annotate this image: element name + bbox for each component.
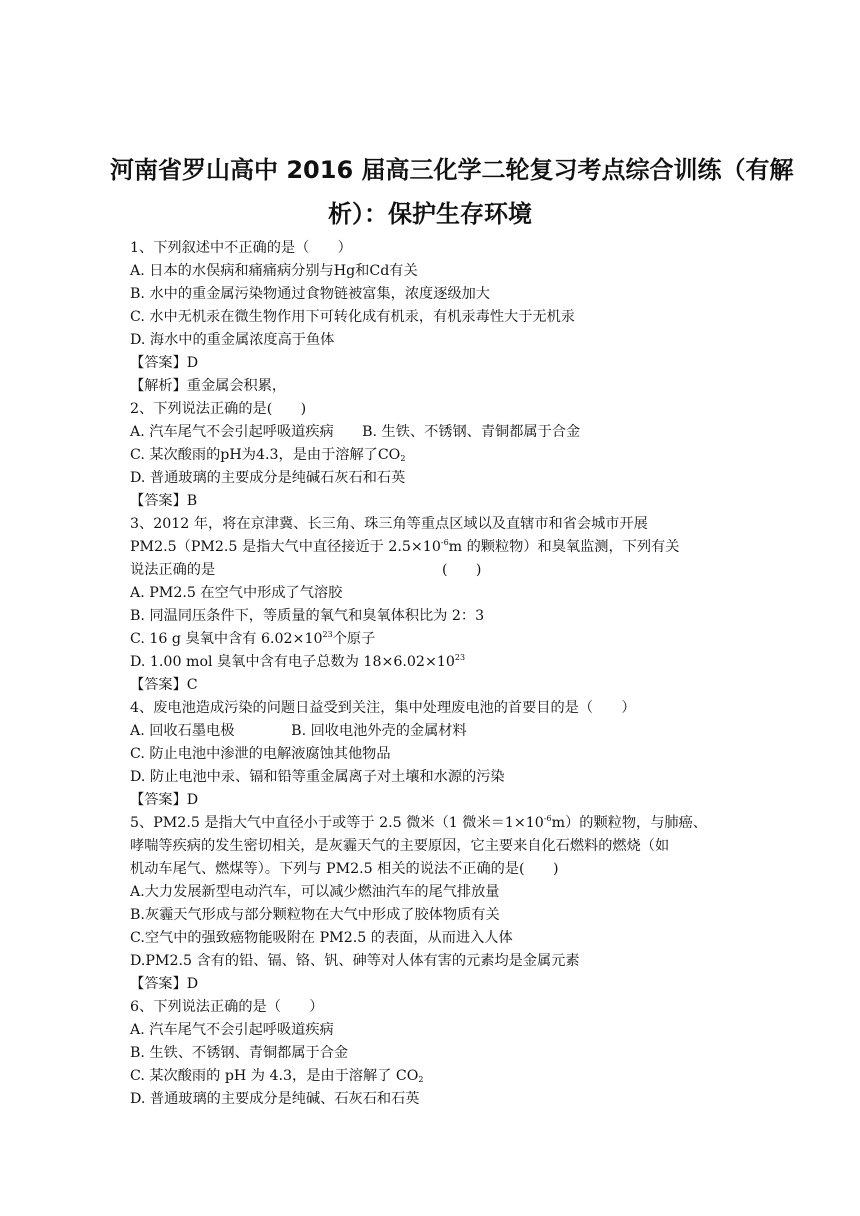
question-3-option-d (130, 652, 465, 672)
question-5-stem-line-1 (130, 813, 707, 833)
question-1-option-a: A. 日本的水俣病和痛痛病分别与Hg和Cd有关 (130, 263, 418, 279)
question-1-option-b: B. 水中的重金属污染物通过食物链被富集，浓度逐级加大 (130, 286, 490, 302)
question-4-stem: 4、废电池造成污染的问题日益受到关注，集中处理废电池的首要目的是（ ） (130, 700, 636, 716)
document-title-line-2: 析）：保护生存环境 (328, 200, 532, 228)
superscript: 23 (322, 630, 333, 639)
question-6-option-c-text: C. 某次酸雨的 pH 为 4.3，是由于溶解了 CO (130, 1068, 419, 1084)
question-3-stem-line-2-text: PM2.5（PM2.5 是指大气中直径接近于 2.5×10 (130, 539, 441, 555)
question-2-answer: 【答案】B (130, 493, 198, 509)
question-2-option-c-text: C. 某次酸雨的pH为4.3，是由于溶解了CO (130, 447, 401, 463)
question-3-option-a: A. PM2.5 在空气中形成了气溶胶 (130, 585, 343, 601)
question-5-answer: 【答案】D (130, 976, 199, 992)
document-title-line-1: 河南省罗山高中 2016 届高三化学二轮复习考点综合训练（有解 (110, 156, 794, 184)
question-3-option-d-text: D. 1.00 mol 臭氧中含有电子总数为 18×6.02×10 (130, 654, 455, 670)
subscript: 2 (400, 454, 406, 463)
question-3-stem-line-3: 说法正确的是 (130, 562, 216, 578)
question-6-option-d: D. 普通玻璃的主要成分是纯碱、石灰石和石英 (130, 1091, 420, 1107)
question-6-option-b: B. 生铁、不锈钢、青铜都属于合金 (130, 1045, 349, 1061)
question-2-option-c (130, 445, 405, 465)
question-5-option-a: A.大力发展新型电动汽车，可以减少燃油汽车的尾气排放量 (130, 884, 500, 900)
question-3-option-c (130, 629, 375, 649)
question-3-option-b: B. 同温同压条件下，等质量的氧气和臭氧体积比为 2：3 (130, 608, 485, 624)
question-5-stem-line-3: 机动车尾气、燃煤等）。下列与 PM2.5 相关的说法不正确的是( ) (130, 861, 559, 877)
question-3-stem-line-2-tail: m 的颗粒物）和臭氧监测，下列有关 (448, 539, 680, 555)
question-3-stem-line-1: 3、2012 年，将在京津冀、长三角、珠三角等重点区域以及直辖市和省会城市开展 (130, 516, 648, 532)
question-1-stem: 1、下列叙述中不正确的是（ ） (130, 240, 352, 256)
question-5-stem-line-1-text: 5、PM2.5 是指大气中直径小于或等于 2.5 微米（1 微米＝1×10 (130, 815, 544, 831)
question-3-bracket: ( ) (442, 562, 482, 578)
question-1-option-c: C. 水中无机汞在微生物作用下可转化成有机汞，有机汞毒性大于无机汞 (130, 309, 575, 325)
question-4-options-a-b: A. 回收石墨电极 B. 回收电池外壳的金属材料 (130, 723, 467, 739)
question-2-stem: 2、下列说法正确的是( ) (130, 401, 307, 417)
question-2-option-d: D. 普通玻璃的主要成分是纯碱石灰石和石英 (130, 470, 406, 486)
question-1-explanation: 【解析】重金属会积累， (130, 378, 287, 394)
question-5-stem-line-2: 哮喘等疾病的发生密切相关，是灰霾天气的主要原因，它主要来自化石燃料的燃烧（如 (130, 838, 670, 854)
question-4-answer: 【答案】D (130, 792, 199, 808)
question-3-option-c-text: C. 16 g 臭氧中含有 6.02×10 (130, 631, 323, 647)
question-5-option-d: D.PM2.5 含有的铅、镉、铬、钒、砷等对人体有害的元素均是金属元素 (130, 953, 580, 969)
question-3-option-c-tail: 个原子 (332, 631, 376, 647)
question-5-stem-line-1-tail: m）的颗粒物，与肺癌、 (551, 815, 707, 831)
question-3-stem-line-2 (130, 537, 679, 557)
question-4-option-c: C. 防止电池中渗泄的电解液腐蚀其他物品 (130, 746, 391, 762)
superscript: -6 (440, 538, 449, 547)
superscript: -6 (543, 814, 552, 823)
question-6-stem: 6、下列说法正确的是（ ） (130, 999, 324, 1015)
subscript: 2 (418, 1075, 424, 1084)
question-6-option-a: A. 汽车尾气不会引起呼吸道疾病 (130, 1022, 334, 1038)
question-4-option-d: D. 防止电池中汞、镉和铅等重金属离子对土壤和水源的污染 (130, 769, 505, 785)
question-5-option-b: B.灰霾天气形成与部分颗粒物在大气中形成了胶体物质有关 (130, 907, 500, 923)
question-6-option-c (130, 1066, 423, 1086)
question-3-answer: 【答案】C (130, 677, 198, 693)
superscript: 23 (454, 653, 466, 662)
question-2-options-a-b: A. 汽车尾气不会引起呼吸道疾病 B. 生铁、不锈钢、青铜都属于合金 (130, 424, 581, 440)
question-5-option-c: C.空气中的强致癌物能吸附在 PM2.5 的表面，从而进入人体 (130, 930, 513, 946)
question-1-option-d: D. 海水中的重金属浓度高于鱼体 (130, 332, 335, 348)
question-1-answer: 【答案】D (130, 355, 199, 371)
